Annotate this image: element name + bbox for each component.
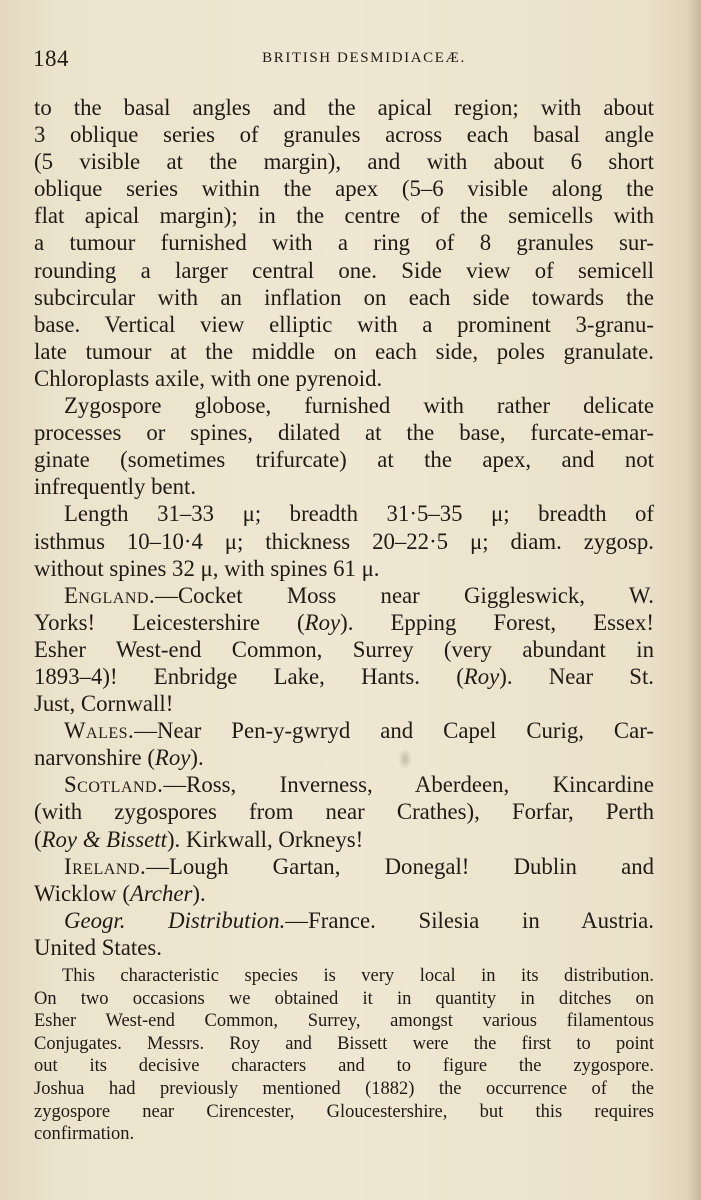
text-line: confirmation. [34,1124,135,1145]
text-line: 1893–4)! Enbridge Lake, Hants. (Roy). Near St. [34,663,654,689]
text-line: Wicklow (Archer). [34,880,206,906]
england-locality [34,582,654,717]
scotland-locality [34,771,654,852]
text-line: a tumour furnished with a ring of 8 granules sur- [34,230,654,256]
text-line: ginate (sometimes trifurcate) at the apex, and not [34,447,654,473]
wales-locality [34,717,654,771]
page-header [33,46,655,74]
text-line: oblique series within the apex (5–6 visible along the [34,176,654,202]
page-body [34,94,654,1146]
text-line: Esher West-end Common, Surrey, amongst various filamentous [34,1011,654,1032]
text-line: rounding a larger central one. Side view of semicell [34,257,654,283]
region-label: Ireland. [64,853,147,879]
collector-name: Roy [154,745,191,771]
text-line: without spines 32 μ, with spines 61 μ. [34,555,380,581]
region-label: Wales. [64,718,135,744]
page-number: 184 [33,46,69,71]
text-line: Esher West-end Common, Surrey (very abundant in [34,636,654,662]
text-line: Wales.—Near Pen-y-gwryd and Capel Curig, Car- [64,718,654,744]
zygospore-paragraph [34,392,654,500]
text-line: Length 31–33 μ; breadth 31·5–35 μ; breadth of [64,501,654,527]
text-line: isthmus 10–10·4 μ; thickness 20–22·5 μ; diam. zygosp. [34,528,654,554]
text-line: (5 visible at the margin), and with about 6 short [34,149,654,175]
paper-stain [398,748,412,770]
running-head: BRITISH DESMIDIACEÆ. [262,50,466,66]
text-line: flat apical margin); in the centre of the semicells with [34,203,654,229]
commentary-note [34,965,654,1146]
collector-name: Archer [129,880,193,906]
text-line: Conjugates. Messrs. Roy and Bissett were the first to point [34,1033,654,1054]
distribution-label: Geogr. Distribution. [64,907,286,933]
text-line: subcircular with an inflation on each side towards the [34,284,654,310]
text-line: late tumour at the middle on each side, poles granulate. [34,338,654,364]
ireland-locality [34,853,654,907]
text-line: This characteristic species is very local in its distribution. [62,966,654,986]
text-line: Zygospore globose, furnished with rather delicate [64,393,654,419]
species-description [34,94,654,392]
text-line: zygospore near Cirencester, Gloucestershire, but this requires [34,1101,654,1122]
text-line: United States. [34,934,162,960]
text-line: to the basal angles and the apical region; with about [34,95,654,120]
collector-name: Roy & Bissett [41,826,167,852]
text-line: Geogr. Distribution.—France. Silesia in Austria. [64,907,654,933]
text-line: out its decisive characters and to figure the zygospore. [34,1056,654,1077]
measurements-paragraph [34,500,654,581]
text-line: Chloroplasts axile, with one pyrenoid. [34,365,383,391]
text-line: Scotland.—Ross, Inverness, Aberdeen, Kincardine [64,772,654,798]
text-line: Just, Cornwall! [34,691,174,717]
text-line: England.—Cocket Moss near Giggleswick, W. [64,582,654,608]
text-line: On two occasions we obtained it in quantity in ditches on [34,988,654,1009]
region-label: Scotland. [64,772,164,798]
text-line: processes or spines, dilated at the base, furcate-emar- [34,420,654,446]
collector-name: Roy [304,609,341,635]
text-line: (Roy & Bissett). Kirkwall, Orkneys! [34,826,364,852]
text-line: 3 oblique series of granules across each basal angle [34,122,654,148]
text-line: base. Vertical view elliptic with a prominent 3-granu- [34,311,654,337]
distribution-paragraph [34,907,654,961]
collector-name: Roy [463,663,500,689]
text-line: (with zygospores from near Crathes), Forfar, Perth [34,799,654,825]
region-label: England. [64,582,156,608]
text-line: Joshua had previously mentioned (1882) the occurrence of the [34,1078,654,1099]
text-line: narvonshire (Roy). [34,745,204,771]
text-line: Yorks! Leicestershire (Roy). Epping Forest, Essex! [34,609,654,635]
text-line: infrequently bent. [34,474,197,500]
text-line: Ireland.—Lough Gartan, Donegal! Dublin and [64,853,654,879]
